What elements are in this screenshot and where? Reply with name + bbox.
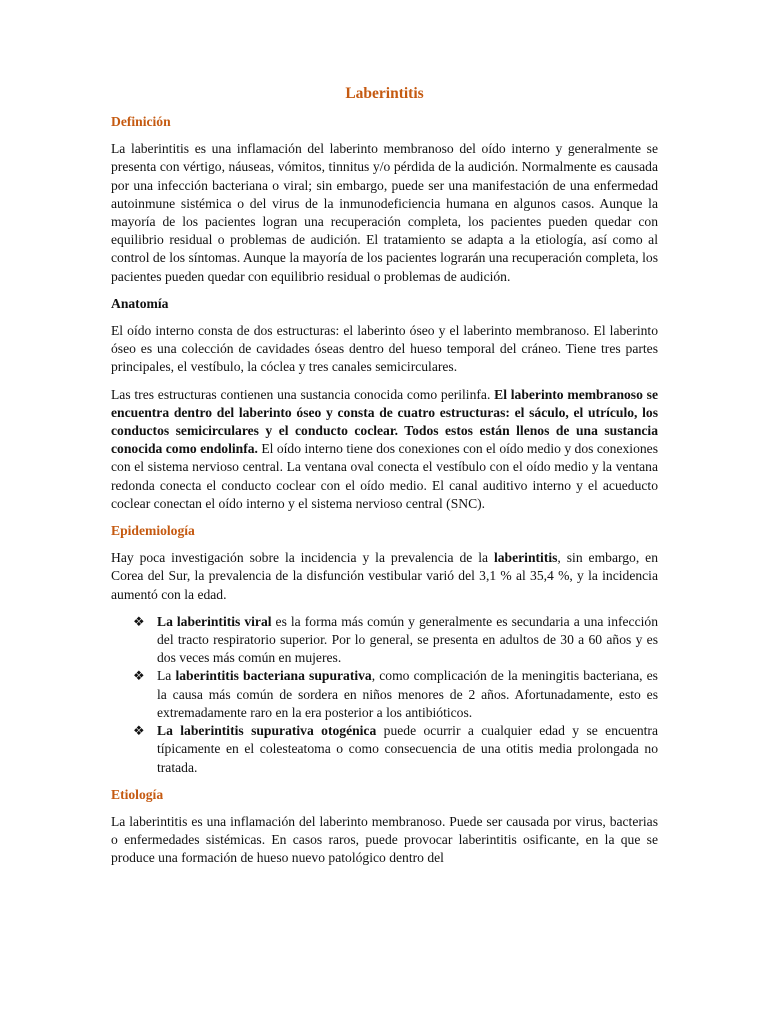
- paragraph-anatomia-2-start: Las tres estructuras contienen una sustancia conocida como perilinfa.: [111, 386, 495, 402]
- paragraph-anatomia-2: [111, 386, 658, 513]
- paragraph-etiologia: La laberintitis es una inflamación del laberinto membranoso. Puede ser causada por virus, bacterias o enfermedades sistémicas. En casos raros, puede provocar laberintitis osificante, en la que se produce una formación de hueso nuevo patológico dentro del: [111, 813, 658, 866]
- bullet-bold: La laberintitis supurativa otogénica: [157, 723, 377, 739]
- bullet-pre: La: [157, 668, 176, 684]
- bullet-rest: , como complicación de la meningitis bacteriana, es la causa más común de sordera en niños menores de 2 años. Afortunadamente, esto es extremadamente raro en la era posterior a los antibióticos.: [157, 668, 658, 720]
- bullet-rest: puede ocurrir a cualquier edad y se encuentra típicamente en el colesteatoma o como consecuencia de una otitis media prolongada no tratada.: [157, 723, 658, 775]
- list-item: [111, 667, 658, 722]
- paragraph-epidemiologia-end: , sin embargo, en Corea del Sur, la prevalencia de la disfunción vestibular varió del 3,1 % al 35,4 %, y la incidencia aumentó con la edad.: [111, 550, 659, 602]
- diamond-bullet-icon: ❖: [133, 668, 145, 684]
- heading-definicion: Definición: [111, 114, 171, 129]
- paragraph-epidemiologia: [111, 549, 658, 604]
- paragraph-definicion: La laberintitis es una inflamación del laberinto membranoso del oído interno y generalmente se presenta con vértigo, náuseas, vómitos, tinnitus y/o pérdida de la audición. Normalmente es causada por una infección bacteriana o viral; sin embargo, puede ser una manifestación de una enfermedad autoinmune sistémica o del virus de la inmunodeficiencia humana en algunos casos. Aunque la mayoría de los pacientes logran una recuperación completa, los pacientes pueden quedar con equilibrio residual o problemas de audición. El tratamiento se adapta a la etiología, así como al control de los síntomas. Aunque la mayoría de los pacientes lograrán una recuperación completa, los pacientes pueden quedar con equilibrio residual o problemas de audición.: [111, 141, 658, 284]
- heading-etiologia: Etiología: [111, 786, 164, 802]
- paragraph-epidemiologia-start: Hay poca investigación sobre la incidencia y la prevalencia de la: [111, 550, 494, 566]
- list-item: [111, 613, 658, 668]
- paragraph-anatomia-2-bold: El laberinto membranoso se encuentra dentro del laberinto óseo y consta de cuatro estructuras: el sáculo, el utrículo, los conductos semicirculares y el conducto coclear. Todos estos están llenos de una sustancia conocida como endolinfa.: [111, 386, 658, 457]
- heading-epidemiologia: Epidemiología: [111, 523, 195, 539]
- paragraph-anatomia-2-end: El oído interno tiene dos conexiones con el oído medio y dos conexiones con el sistema nervioso central. La ventana oval conecta el vestíbulo con el oído medio y la ventana redonda conecta el conducto coclear con el oído medio. El canal auditivo interno y el acueducto coclear conectan el oído interno y el sistema nervioso central (SNC).: [111, 441, 658, 511]
- epidemiologia-bullet-list: [111, 613, 658, 777]
- list-item: [111, 722, 658, 777]
- paragraph-anatomia-1: El oído interno consta de dos estructuras: el laberinto óseo y el laberinto membranoso. El laberinto óseo es una colección de cavidades óseas dentro del hueso temporal del cráneo. Tiene tres partes principales, el vestíbulo, la cóclea y tres canales semicirculares.: [111, 323, 658, 375]
- bullet-rest: es la forma más común y generalmente es secundaria a una infección del tracto respiratorio superior. Por lo general, se presenta en adultos de 30 a 60 años y es dos veces más común en mujeres.: [157, 613, 658, 666]
- bullet-bold: La laberintitis viral: [157, 613, 272, 629]
- heading-anatomia: Anatomía: [111, 295, 169, 311]
- diamond-bullet-icon: ❖: [133, 723, 145, 739]
- paragraph-epidemiologia-bold: laberintitis: [493, 550, 558, 566]
- diamond-bullet-icon: ❖: [133, 613, 145, 629]
- document-page: [111, 84, 658, 877]
- document-title: Laberintitis: [345, 85, 424, 102]
- bullet-bold: laberintitis bacteriana supurativa: [175, 668, 372, 684]
